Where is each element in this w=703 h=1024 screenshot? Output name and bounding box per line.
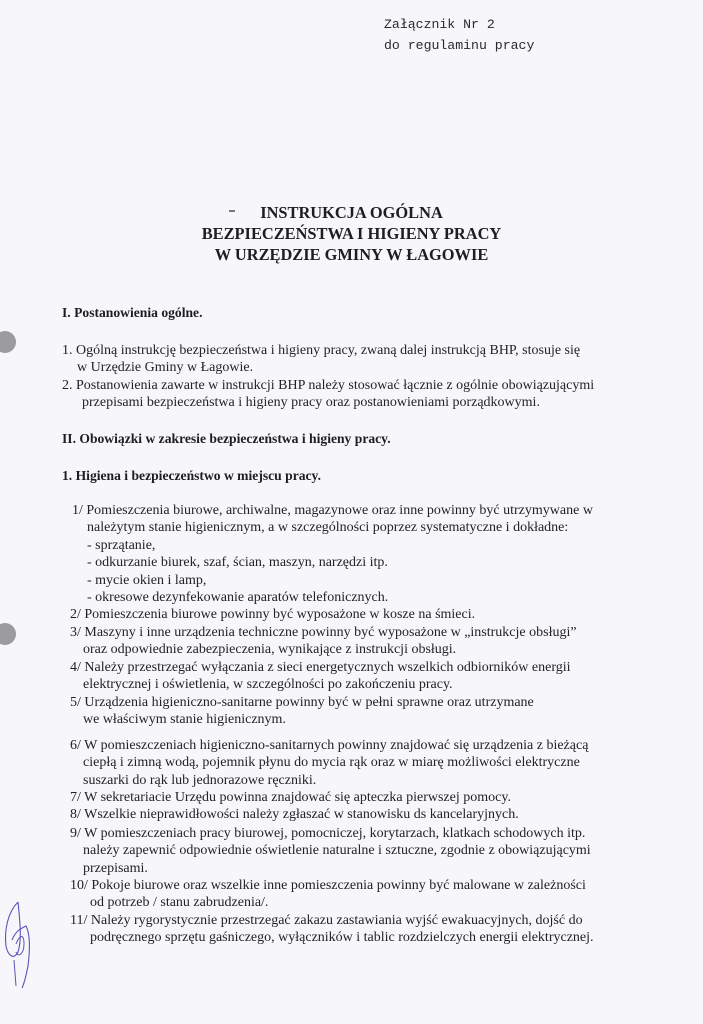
rule-item-1 [72, 502, 593, 606]
rule-item-5 [70, 694, 534, 729]
item-line: należy zapewnić odpowiednie oświetlenie naturalne i sztuczne, zgodnie z obowiązującymi [83, 843, 591, 859]
item-line: 5/ Urządzenia higieniczno-sanitarne powinny być w pełni sprawne oraz utrzymane [70, 695, 534, 710]
item-line: 9/ W pomieszczeniach pracy biurowej, pomocniczej, korytarzach, klatkach schodowych itp. [70, 826, 586, 841]
rule-item-7 [70, 789, 511, 806]
punch-hole-icon [0, 623, 16, 645]
rule-item-2 [70, 606, 475, 623]
item-line: w Urzędzie Gminy w Łagowie. [77, 360, 254, 376]
item-line: przepisami bezpieczeństwa i higieny pracy oraz postanowieniami porządkowymi. [82, 395, 540, 411]
item-line: suszarki do rąk lub jednorazowe ręczniki. [83, 772, 317, 788]
title-line-1: INSTRUKCJA OGÓLNA [260, 203, 443, 222]
section-2-heading: II. Obowiązki w zakresie bezpieczeństwa i higieny pracy. [62, 431, 391, 446]
item-line: przepisami. [83, 860, 148, 876]
item-line: - mycie okien i lamp, [87, 572, 207, 588]
rule-item-10 [70, 877, 586, 912]
punch-hole-icon [0, 331, 16, 353]
item-line: 2/ Pomieszczenia biurowe powinny być wyposażone w kosze na śmieci. [70, 607, 476, 622]
item-line: elektrycznej i oświetlenia, w szczególności po zakończeniu pracy. [83, 677, 453, 693]
item-line: 8/ Wszelkie nieprawidłowości należy zgłaszać w stanowisku ds kancelaryjnych. [70, 807, 519, 822]
rule-item-4 [70, 659, 571, 694]
document-title [0, 202, 703, 265]
attachment-note [384, 14, 534, 56]
rule-item-9 [70, 825, 591, 877]
item-line: od potrzeb / stanu zabrudzenia/. [90, 895, 269, 911]
item-line: we właściwym stanie higienicznym. [83, 712, 286, 728]
attachment-reference: do regulaminu pracy [384, 38, 535, 53]
item-line: 11/ Należy rygorystycznie przestrzegać zakazu zastawiania wyjść ewakuacyjnych, dojść do [70, 913, 583, 928]
rule-item-11 [70, 912, 594, 947]
item-line: ciepłą i zimną wodą, pojemnik płynu do mycia rąk oraz w miarę możliwości elektryczne [83, 755, 580, 771]
item-line: 4/ Należy przestrzegać wyłączania z sieci energetycznych wszelkich odbiorników energii [70, 660, 571, 675]
item-line: - okresowe dezynfekowanie aparatów telefonicznych. [87, 590, 389, 606]
title-line-2: BEZPIECZEŃSTWA I HIGIENY PRACY [201, 224, 502, 243]
item-line: należytym stanie higienicznym, a w szczególności poprzez systematyczne i dokładne: [87, 520, 569, 536]
signature-mark [2, 900, 32, 990]
item-line: 7/ W sekretariacie Urzędu powinna znajdować się apteczka pierwszej pomocy. [70, 790, 511, 805]
rule-item-8 [70, 806, 519, 823]
section-1-heading: I. Postanowienia ogólne. [62, 305, 203, 320]
attachment-number: Załącznik Nr 2 [384, 17, 495, 32]
item-line: 10/ Pokoje biurowe oraz wszelkie inne pomieszczenia powinny być malowane w zależności [70, 878, 586, 893]
rule-item-6 [70, 737, 588, 789]
title-line-3: W URZĘDZIE GMINY W ŁAGOWIE [214, 245, 489, 264]
rule-item-3 [70, 624, 577, 659]
item-line: 1/ Pomieszczenia biurowe, archiwalne, magazynowe oraz inne powinny być utrzymywane w [72, 503, 593, 518]
item-line: 3/ Maszyny i inne urządzenia techniczne powinny być wyposażone w „instrukcje obsługi” [70, 625, 577, 640]
item-line: - sprzątanie, [87, 537, 156, 553]
item-line: 6/ W pomieszczeniach higieniczno-sanitarnych powinny znajdować się urządzenia z bieżącą [70, 738, 589, 753]
item-line: podręcznego sprzętu gaśniczego, wyłączników i tablic rozdzielczych energii elektrycznej. [90, 930, 594, 946]
section-1-item-1 [62, 342, 580, 377]
section-1-item-2 [62, 377, 594, 412]
item-line: 2. Postanowienia zawarte w instrukcji BHP należy stosować łącznie z ogólnie obowiązującymi [62, 378, 595, 393]
section-2-subheading: 1. Higiena i bezpieczeństwo w miejscu pracy. [62, 468, 321, 483]
item-line: 1. Ogólną instrukcję bezpieczeństwa i higieny pracy, zwaną dalej instrukcją BHP, stosuje się [62, 343, 581, 358]
item-line: - odkurzanie biurek, szaf, ścian, maszyn, narzędzi itp. [87, 555, 388, 571]
item-line: oraz odpowiednie zabezpieczenia, wynikające z instrukcji obsługi. [83, 642, 457, 658]
